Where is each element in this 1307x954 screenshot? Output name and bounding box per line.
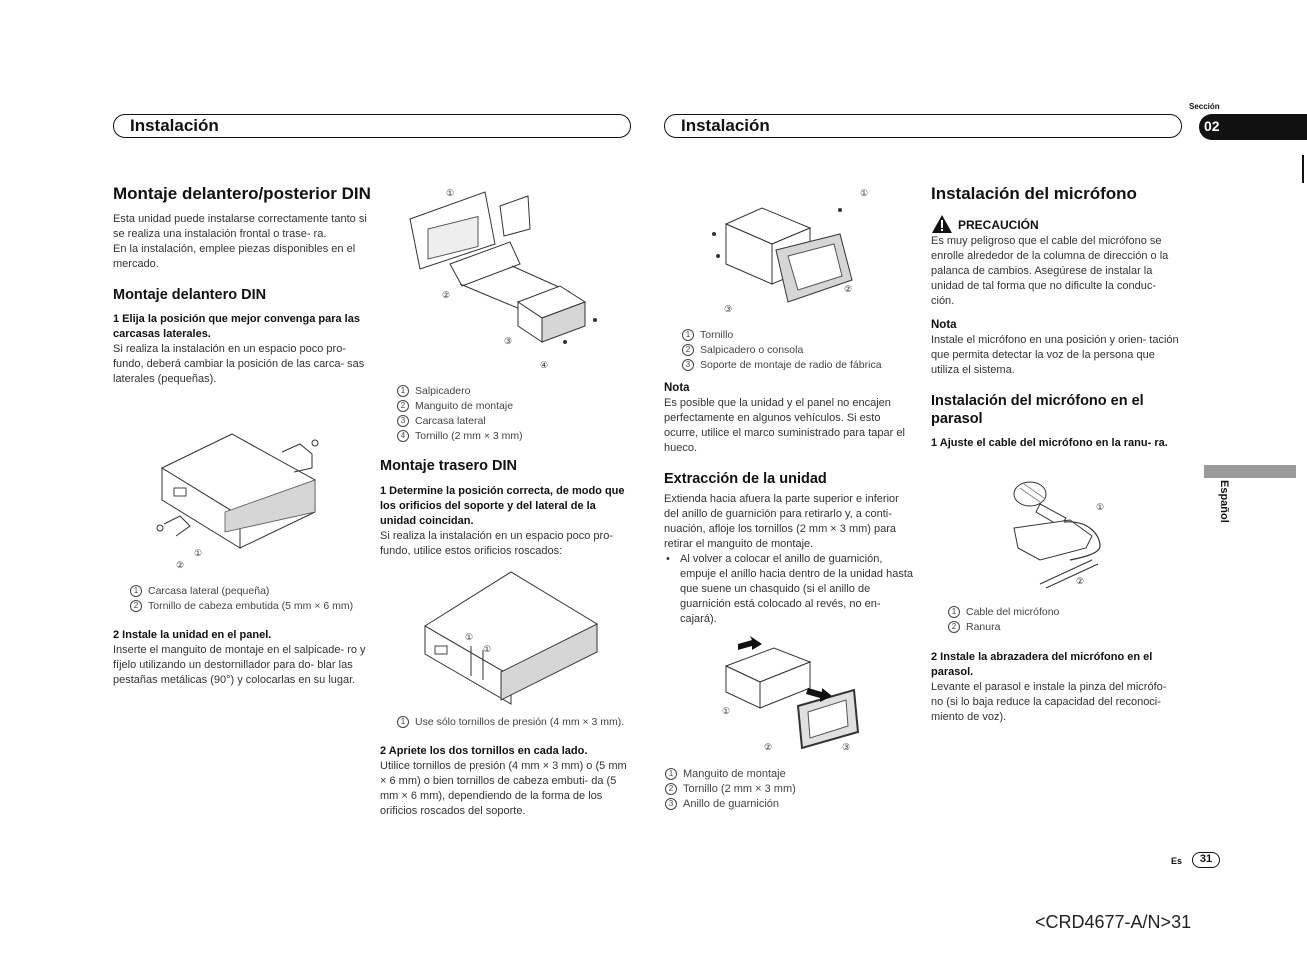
col2-step1-text: Si realiza la instalación en un espacio poco pro- fundo, utilice estos orificios roscados: (380, 530, 613, 557)
screw (838, 208, 842, 212)
col4-step1-title: 1 Ajuste el cable del micrófono en la ranu- ra. (931, 437, 1168, 449)
factory-bracket-diagram (700, 184, 880, 319)
caution-label: PRECAUCIÓN (958, 218, 1039, 232)
col1-intro2: En la instalación, emplee piezas disponibles en el mercado. (113, 243, 356, 270)
callout-2: ② (442, 290, 451, 300)
col4-nota-text: Instale el micrófono en una posición y orien- tación que permita detectar la voz de la persona que utiliza el sistema. (931, 334, 1179, 376)
left-section-title: Instalación (130, 116, 219, 135)
right-section-title: Instalación (681, 116, 770, 135)
rear-din-diagram (415, 568, 615, 708)
footer-lang-code: Es (1171, 856, 1183, 866)
page-number: 31 (1192, 852, 1220, 868)
column-3 (664, 382, 914, 627)
legend-item: 3 Carcasa lateral (397, 414, 523, 429)
col3-bullet: • Al volver a colocar el anillo de guarnición, empuje el anillo hacia dentro de la unidad hasta que suene un chasquido (si el anillo de guarnición está colocado al revés, no en- cajará). (664, 552, 914, 627)
col3-legend2 (665, 767, 796, 812)
legend-marker: 3 (665, 798, 677, 810)
legend-item: 3 Soporte de montaje de radio de fábrica (682, 358, 882, 373)
front-din-diagram (400, 184, 610, 374)
col2-legend2 (397, 715, 624, 730)
legend-marker: 2 (682, 344, 694, 356)
screw-top (312, 440, 318, 446)
col1-step2-text: Inserte el manguito de montaje en el salpicade- ro y fíjelo utilizando un destornillador para do- blar las pestañas metálicas (90°) y colocarlas en su lugar. (113, 644, 366, 686)
legend-marker: 1 (397, 385, 409, 397)
column-4 (931, 184, 1181, 451)
caution-text: Es muy peligroso que el cable del micrófono se enrolle alrededor de la columna de dirección o la palanca de cambios. Asegúrese de instalar la unidad de tal forma que no dificulte la conduc- ción. (931, 235, 1169, 307)
legend-marker: 2 (948, 621, 960, 633)
col2-step2 (380, 744, 630, 819)
legend-item: 4 Tornillo (2 mm × 3 mm) (397, 429, 523, 444)
legend-marker: 1 (130, 585, 142, 597)
legend-item: 2 Tornillo de cabeza embutida (5 mm × 6 mm) (130, 599, 353, 614)
language-tab: Español (1218, 480, 1230, 523)
col4-step2 (931, 650, 1181, 725)
col3-nota-text: Es posible que la unidad y el panel no encajen perfectamente en algunos vehículos. Si esto ocurre, utilice el marco suministrado para tapar el hueco. (664, 397, 905, 454)
callout-2: ② (176, 560, 185, 570)
col1-legend (130, 584, 353, 614)
col3-nota-label: Nota (664, 382, 690, 394)
legend-item: 1 Carcasa lateral (pequeña) (130, 584, 353, 599)
col1-intro: Esta unidad puede instalarse correctamente tanto si se realiza una instalación frontal o trase- ra. (113, 213, 367, 240)
callout-3: ③ (842, 742, 851, 752)
side-case-small (164, 516, 190, 536)
col3-legend (682, 328, 882, 373)
screw-bottom (157, 525, 163, 531)
callout-4: ④ (540, 360, 549, 370)
bent-tab-detail (500, 196, 530, 236)
section-label: Sección (1189, 102, 1220, 111)
legend-item: 3 Anillo de guarnición (665, 797, 796, 812)
clip-base (1014, 520, 1092, 560)
legend-item: 2 Ranura (948, 620, 1059, 635)
guide-line (460, 284, 520, 309)
microphone-head (1014, 482, 1046, 506)
callout-2: ② (844, 284, 853, 294)
col1-title: Montaje delantero/posterior DIN (113, 184, 371, 203)
legend-marker: 4 (397, 430, 409, 442)
callout-1: ① (722, 706, 731, 716)
legend-marker: 2 (665, 783, 677, 795)
visor-edge (1040, 560, 1092, 584)
col2-rear-din (380, 457, 630, 559)
legend-marker: 3 (682, 359, 694, 371)
col1-step1-text: Si realiza la instalación en un espacio poco pro- fundo, deberá cambiar la posición de las carca- sas laterales (pequeñas). (113, 343, 365, 385)
left-section-header (113, 114, 631, 138)
warning-icon (931, 214, 953, 234)
removal-diagram (718, 636, 868, 754)
col3-subtitle: Extracción de la unidad (664, 471, 827, 487)
legend-item: 2 Salpicadero o consola (682, 343, 882, 358)
screw (716, 254, 720, 258)
legend-marker: 1 (397, 716, 409, 728)
screw (593, 318, 597, 322)
side-case-diagram (150, 428, 330, 573)
col2-step2-text: Utilice tornillos de presión (4 mm × 3 mm) o (5 mm × 6 mm) o bien tornillos de cabeza embuti- da (5 mm × 6 mm), dependiendo de la forma de los orificios roscados del soporte. (380, 760, 627, 817)
visor-edge (1046, 564, 1098, 588)
col2-legend (397, 384, 523, 444)
col1-step2-title: 2 Instale la unidad en el panel. (113, 629, 272, 641)
callout-1: ① (446, 188, 455, 198)
callout-1: ① (860, 188, 869, 198)
legend-item: 1 Cable del micrófono (948, 605, 1059, 620)
column-1 (113, 184, 373, 387)
callout-2: ② (1076, 576, 1085, 586)
col2-step1-title: 1 Determine la posición correcta, de modo que los orificios del soporte y del lateral de la unidad coincidan. (380, 485, 625, 527)
legend-item: 1 Manguito de montaje (665, 767, 796, 782)
col2-step2-title: 2 Apriete los dos tornillos en cada lado. (380, 745, 588, 757)
col4-legend (948, 605, 1059, 635)
col3-text: Extienda hacia afuera la parte superior e inferior del anillo de guarnición para retirarlo y, a conti- nuación, afloje los tornillos (2 mm × 3 mm) para retirar el manguito de montaje. (664, 493, 899, 550)
legend-item: 2 Tornillo (2 mm × 3 mm) (665, 782, 796, 797)
arrow-up-icon (738, 636, 762, 650)
doc-code: <CRD4677-A/N>31 (1035, 912, 1192, 932)
callout-3: ③ (504, 336, 513, 346)
col1-step1-title: 1 Elija la posición que mejor convenga para las carcasas laterales. (113, 313, 360, 340)
legend-marker: 2 (130, 600, 142, 612)
language-tab-bar (1204, 465, 1296, 478)
col1-subtitle: Montaje delantero DIN (113, 287, 267, 303)
legend-item: 1 Tornillo (682, 328, 882, 343)
callout-1: ① (1096, 502, 1105, 512)
section-number: 02 (1204, 118, 1220, 134)
screw (712, 232, 716, 236)
legend-marker: 1 (948, 606, 960, 618)
col4-title: Instalación del micrófono (931, 184, 1137, 203)
edge-mark (1302, 155, 1304, 183)
col4-step2-text: Levante el parasol e instale la pinza del micrófo- no (si lo baja reduce la capacidad del reconoci- miento de voz). (931, 681, 1167, 723)
legend-marker: 1 (682, 329, 694, 341)
microphone-diagram (1000, 476, 1120, 591)
legend-marker: 1 (665, 768, 677, 780)
callout-1: ① (465, 632, 474, 642)
legend-item: 2 Manguito de montaje (397, 399, 523, 414)
col4-step2-title: 2 Instale la abrazadera del micrófono en el parasol. (931, 651, 1153, 678)
legend-item: 1 Use sólo tornillos de presión (4 mm × 3 mm). (397, 715, 624, 730)
col2-subtitle: Montaje trasero DIN (380, 458, 517, 474)
legend-marker: 3 (397, 415, 409, 427)
col4-nota-label: Nota (931, 319, 957, 331)
callout-1b: ① (483, 644, 492, 654)
col4-subtitle: Instalación del micrófono en el parasol (931, 393, 1144, 427)
screw (563, 340, 567, 344)
caution-row (931, 214, 1181, 234)
right-section-header (664, 114, 1182, 138)
legend-marker: 2 (397, 400, 409, 412)
section-badge (1199, 114, 1307, 140)
callout-3: ③ (724, 304, 733, 314)
callout-2: ② (764, 742, 773, 752)
legend-item: 1 Salpicadero (397, 384, 523, 399)
callout-1: ① (194, 548, 203, 558)
col1-step2 (113, 628, 373, 688)
